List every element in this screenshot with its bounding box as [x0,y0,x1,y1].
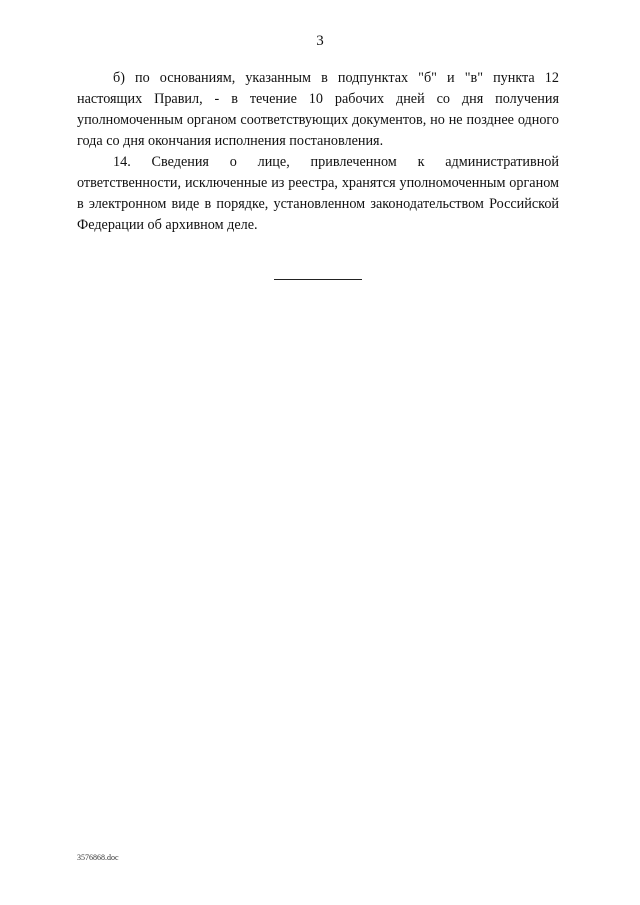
document-body [77,68,559,236]
paragraph-14-archive: 14. Сведения о лице, привлеченном к административной ответственности, исключенные из реестра, хранятся уполномоченным органом в электронном виде в порядке, установленном законодательством Российской Федерации об архивном деле. [77,154,559,233]
document-file-id: 3576868.doc [77,853,119,862]
paragraph-b-deadline: б) по основаниям, указанным в подпунктах "б" и "в" пункта 12 настоящих Правил, - в течение 10 рабочих дней со дня получения уполномоченным органом соответствующих документов, но не позднее одного года со дня окончания исполнения постановления. [77,70,559,149]
page-number: 3 [316,33,324,49]
end-of-text-line [274,279,362,280]
